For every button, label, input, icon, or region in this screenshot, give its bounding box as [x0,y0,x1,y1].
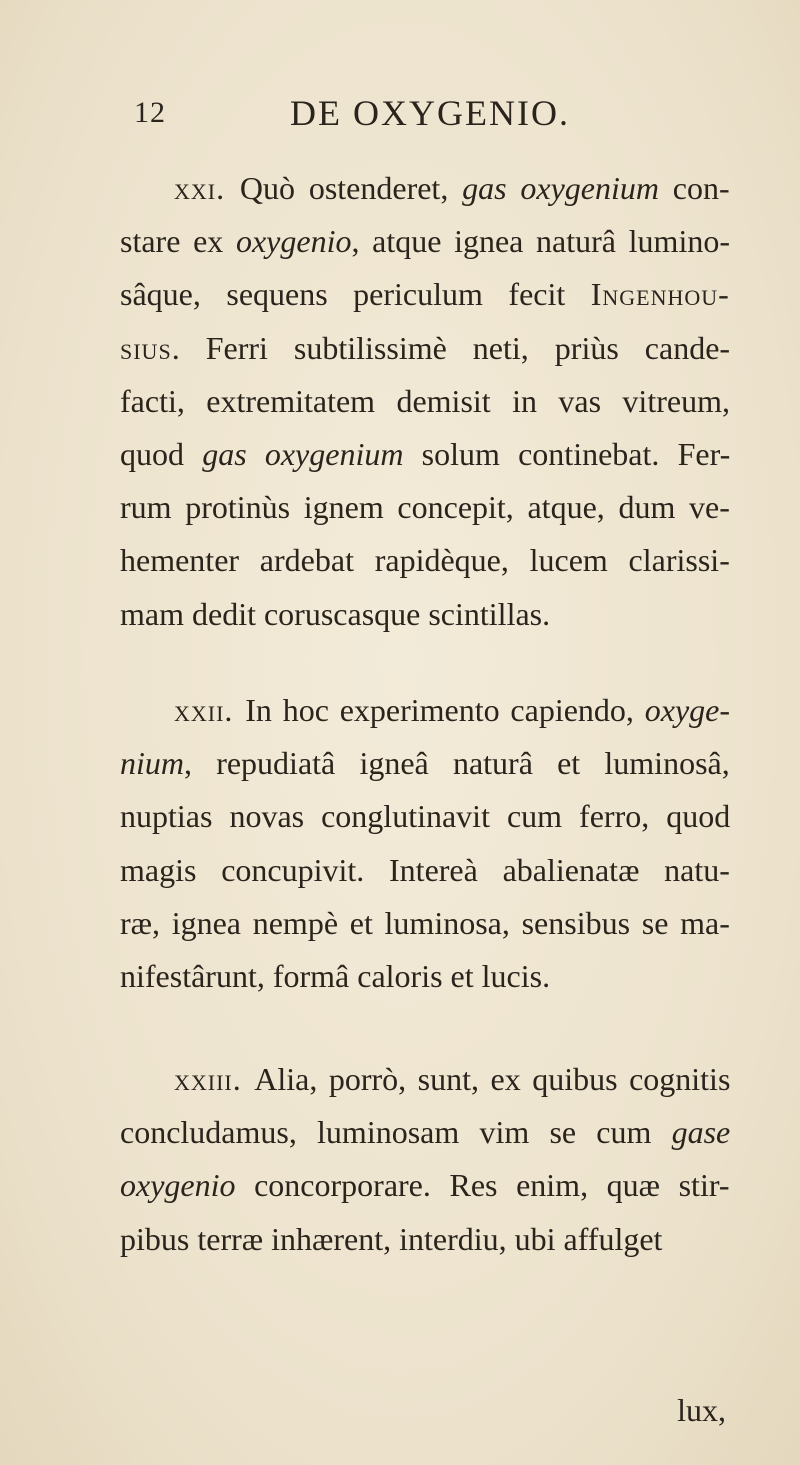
text-segment: stare ex [120,223,236,260]
small-caps-text: xxii. [174,692,246,728]
italic-text: oxyge- [644,692,730,728]
text-segment: concludamus, luminosam vim se cum [120,1114,672,1151]
text-segment: . Ferri subtilissimè neti, priùs cande- [171,329,731,366]
text-segment: pibus terræ inhærent, interdiu, ubi affulget [120,1220,663,1257]
text-segment: , repudiatâ igneâ naturâ et luminosâ, [184,745,730,782]
small-caps-text: xxiii. [174,1061,255,1097]
text-segment: rum protinùs ignem concepit, atque, dum ve- [120,489,730,526]
text-line [120,954,550,998]
page-header [0,92,800,142]
text-segment: concorporare. Res enim, quæ stir- [235,1167,730,1204]
text-line [174,1057,730,1101]
text-segment: hementer ardebat rapidèque, lucem clarissi- [120,542,730,579]
text-line [120,1163,730,1207]
text-segment: nuptias novas conglutinavit cum ferro, quod [120,798,731,835]
text-line [174,166,730,210]
running-head: DE OXYGENIO. [290,93,570,133]
page-number: 12 [134,96,166,129]
text-line [120,848,730,892]
text-segment: Alia, porrò, sunt, ex quibus cognitis [254,1061,731,1097]
text-line [120,901,730,945]
italic-text: oxygenio [120,1167,236,1204]
text-segment: solum continebat. Fer- [403,436,731,472]
text-segment: In hoc experimento capiendo, [245,692,645,728]
text-segment: , atque ignea naturâ lumino- [351,223,730,260]
catchword: lux, [677,1392,726,1428]
small-caps-text: sius [120,329,172,366]
italic-text: gas oxygenium [202,436,404,472]
text-line [120,326,730,370]
text-segment: magis concupivit. Intereà abalienatæ natu- [120,851,730,888]
text-line [120,219,730,263]
text-line [120,1217,662,1261]
text-segment: Quò ostenderet, [239,170,463,206]
text-line [120,272,730,316]
italic-text: oxygenio [235,223,352,260]
text-segment: facti, extremitatem demisit in vas vitreum, [120,382,730,419]
text-segment: mam dedit coruscasque scintillas. [120,595,551,632]
text-line [120,432,730,476]
text-segment: quod [120,436,203,472]
text-line [120,485,730,529]
italic-text: nium [120,745,184,782]
text-line [120,592,550,636]
italic-text: gas oxygenium [462,170,659,206]
text-segment: ræ, ignea nempè et luminosa, sensibus se ma- [120,904,730,941]
small-caps-text: Ingenhou- [590,276,730,313]
text-line [120,379,730,423]
text-segment: nifestârunt, formâ caloris et lucis. [120,958,551,994]
text-line [120,741,730,785]
text-line [174,688,730,732]
text-line [120,794,730,838]
small-caps-text: xxi. [174,170,240,206]
text-segment: sâque, sequens periculum fecit [120,276,591,313]
text-line [120,1110,730,1154]
text-segment: con- [659,170,730,206]
text-line [120,538,730,582]
italic-text: gase [671,1114,731,1151]
